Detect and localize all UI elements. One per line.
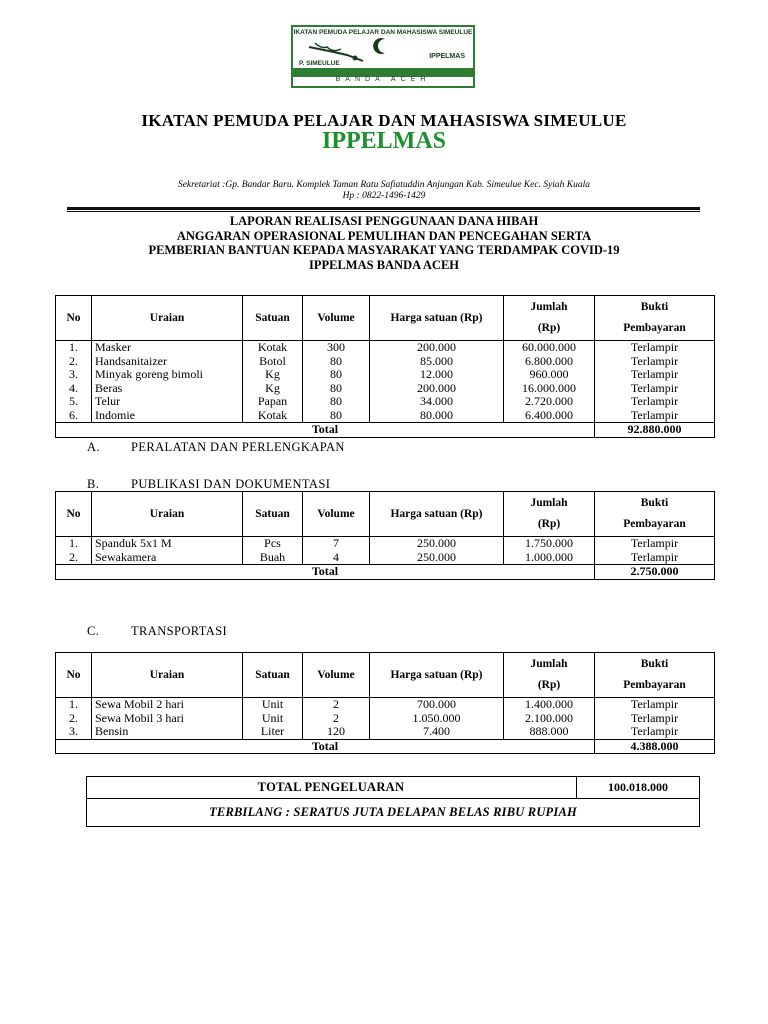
cell-bukti: Terlampir bbox=[595, 368, 715, 382]
cell-jumlah: 888.000 bbox=[504, 725, 595, 739]
cell-satuan: Pcs bbox=[243, 537, 303, 551]
header-jumlah-line2: (Rp) bbox=[537, 679, 561, 691]
cell-satuan: Liter bbox=[243, 725, 303, 739]
cell-bukti: Terlampir bbox=[595, 382, 715, 396]
total-label: Total bbox=[56, 739, 595, 754]
total-expenditure-label: TOTAL PENGELUARAN bbox=[257, 780, 405, 794]
cell-harga: 1.050.000 bbox=[370, 712, 504, 726]
header-jumlah bbox=[504, 296, 595, 341]
cell-uraian: Spanduk 5x1 M bbox=[92, 537, 243, 551]
cell-harga: 12.000 bbox=[370, 368, 504, 382]
cell-jumlah: 1.400.000 bbox=[504, 698, 595, 712]
secretariat-address: Sekretariat :Gp. Bandar Baru. Komplek Taman Ratu Safiatuddin Anjungan Kab. Simeulue Kec. Syiah Kuala bbox=[177, 180, 591, 190]
header-bukti bbox=[595, 296, 715, 341]
header-jumlah-line1: Jumlah bbox=[530, 301, 568, 313]
header-satuan: Satuan bbox=[243, 653, 303, 698]
header-jumlah-line1: Jumlah bbox=[530, 497, 568, 509]
cell-satuan: Kg bbox=[243, 368, 303, 382]
expense-table-transportasi bbox=[55, 652, 715, 754]
cell-harga: 250.000 bbox=[370, 551, 504, 565]
organization-name: IKATAN PEMUDA PELAJAR DAN MAHASISWA SIMEULUE bbox=[141, 111, 627, 130]
cell-uraian: Masker bbox=[92, 341, 243, 355]
cell-volume: 80 bbox=[303, 355, 370, 369]
report-title-line: PEMBERIAN BANTUAN KEPADA MASYARAKAT YANG TERDAMPAK COVID-19 bbox=[148, 243, 620, 258]
header-no: No bbox=[56, 653, 92, 698]
cell-no: 2. bbox=[56, 712, 92, 726]
cell-no: 2. bbox=[56, 355, 92, 369]
cell-bukti: Terlampir bbox=[595, 712, 715, 726]
table-row bbox=[56, 725, 715, 739]
section-c-title: TRANSPORTASI bbox=[131, 624, 228, 638]
total-row bbox=[56, 565, 715, 580]
cell-satuan: Kotak bbox=[243, 409, 303, 423]
logo-right-label: IPPELMAS bbox=[429, 53, 465, 60]
report-title-line: LAPORAN REALISASI PENGGUNAAN DANA HIBAH bbox=[229, 214, 539, 228]
cell-harga: 80.000 bbox=[370, 409, 504, 423]
header-volume: Volume bbox=[303, 492, 370, 537]
table-row bbox=[56, 341, 715, 355]
cell-jumlah: 1.750.000 bbox=[504, 537, 595, 551]
cell-harga: 700.000 bbox=[370, 698, 504, 712]
cell-bukti: Terlampir bbox=[595, 551, 715, 565]
total-label: Total bbox=[56, 423, 595, 438]
cell-no: 1. bbox=[56, 537, 92, 551]
cell-bukti: Terlampir bbox=[595, 698, 715, 712]
cell-uraian: Beras bbox=[92, 382, 243, 396]
total-row bbox=[56, 423, 715, 438]
cell-volume: 80 bbox=[303, 395, 370, 409]
total-expenditure-row bbox=[87, 777, 699, 799]
table-row bbox=[56, 382, 715, 396]
header-jumlah bbox=[504, 492, 595, 537]
table-row bbox=[56, 355, 715, 369]
expense-table-publikasi bbox=[55, 491, 715, 580]
organization-acronym: IPPELMAS bbox=[321, 128, 446, 154]
cell-no: 1. bbox=[56, 698, 92, 712]
logo-left-label: P. SIMEULUE bbox=[299, 60, 340, 67]
header-divider bbox=[67, 207, 700, 210]
table-row bbox=[56, 368, 715, 382]
header-no: No bbox=[56, 492, 92, 537]
cell-no: 1. bbox=[56, 341, 92, 355]
cell-jumlah: 1.000.000 bbox=[504, 551, 595, 565]
section-a-title: PERALATAN DAN PERLENGKAPAN bbox=[131, 440, 345, 454]
section-c-heading bbox=[87, 624, 487, 640]
total-label: Total bbox=[56, 565, 595, 580]
header-bukti-line1: Bukti bbox=[640, 301, 669, 313]
total-expenditure-box bbox=[86, 776, 700, 827]
cell-jumlah: 2.100.000 bbox=[504, 712, 595, 726]
header-satuan: Satuan bbox=[243, 296, 303, 341]
report-title-line: ANGGARAN OPERASIONAL PEMULIHAN DAN PENCEGAHAN SERTA bbox=[176, 228, 592, 243]
cell-volume: 80 bbox=[303, 368, 370, 382]
cell-harga: 250.000 bbox=[370, 537, 504, 551]
organization-logo bbox=[291, 25, 475, 88]
logo-top-text: IKATAN PEMUDA PELAJAR DAN MAHASISWA SIMEULUE bbox=[293, 29, 473, 36]
cell-no: 4. bbox=[56, 382, 92, 396]
cell-jumlah: 960.000 bbox=[504, 368, 595, 382]
cell-harga: 200.000 bbox=[370, 341, 504, 355]
cell-volume: 4 bbox=[303, 551, 370, 565]
header-bukti-line2: Pembayaran bbox=[623, 679, 686, 691]
section-a-letter: A. bbox=[87, 440, 100, 454]
cell-jumlah: 6.400.000 bbox=[504, 409, 595, 423]
cell-volume: 120 bbox=[303, 725, 370, 739]
cell-volume: 2 bbox=[303, 712, 370, 726]
total-in-words: TERBILANG : SERATUS JUTA DELAPAN BELAS RIBU RUPIAH bbox=[209, 805, 577, 819]
header-uraian: Uraian bbox=[92, 296, 243, 341]
cell-harga: 34.000 bbox=[370, 395, 504, 409]
cell-volume: 2 bbox=[303, 698, 370, 712]
cell-jumlah: 6.800.000 bbox=[504, 355, 595, 369]
cell-uraian: Bensin bbox=[92, 725, 243, 739]
section-b-title: PUBLIKASI DAN DOKUMENTASI bbox=[131, 477, 331, 491]
cell-volume: 300 bbox=[303, 341, 370, 355]
cell-no: 3. bbox=[56, 725, 92, 739]
crescent-icon bbox=[371, 37, 393, 55]
cell-bukti: Terlampir bbox=[595, 725, 715, 739]
header-bukti bbox=[595, 492, 715, 537]
header-bukti-line2: Pembayaran bbox=[623, 322, 686, 334]
header-bukti-line2: Pembayaran bbox=[623, 518, 686, 530]
phone-number: Hp : 0822-1496-1429 bbox=[342, 191, 426, 201]
cell-satuan: Papan bbox=[243, 395, 303, 409]
cell-uraian: Handsanitaizer bbox=[92, 355, 243, 369]
table-row bbox=[56, 409, 715, 423]
table-row bbox=[56, 537, 715, 551]
cell-satuan: Botol bbox=[243, 355, 303, 369]
cell-uraian: Telur bbox=[92, 395, 243, 409]
cell-volume: 80 bbox=[303, 409, 370, 423]
header-bukti bbox=[595, 653, 715, 698]
section-c-letter: C. bbox=[87, 624, 100, 638]
section-a-heading bbox=[87, 440, 487, 456]
header-satuan: Satuan bbox=[243, 492, 303, 537]
cell-jumlah: 2.720.000 bbox=[504, 395, 595, 409]
cell-bukti: Terlampir bbox=[595, 395, 715, 409]
cell-bukti: Terlampir bbox=[595, 341, 715, 355]
table-row bbox=[56, 395, 715, 409]
cell-uraian: Sewakamera bbox=[92, 551, 243, 565]
header-divider-thin bbox=[67, 211, 700, 212]
header-jumlah-line1: Jumlah bbox=[530, 658, 568, 670]
cell-bukti: Terlampir bbox=[595, 355, 715, 369]
header-no: No bbox=[56, 296, 92, 341]
cell-jumlah: 16.000.000 bbox=[504, 382, 595, 396]
logo-bottom-text: BANDA ACEH bbox=[335, 76, 431, 83]
cell-bukti: Terlampir bbox=[595, 409, 715, 423]
header-uraian: Uraian bbox=[92, 653, 243, 698]
cell-jumlah: 60.000.000 bbox=[504, 341, 595, 355]
cell-satuan: Buah bbox=[243, 551, 303, 565]
total-value: 92.880.000 bbox=[595, 423, 715, 438]
total-row bbox=[56, 739, 715, 754]
cell-no: 3. bbox=[56, 368, 92, 382]
header-bukti-line1: Bukti bbox=[640, 497, 669, 509]
section-b-letter: B. bbox=[87, 477, 100, 491]
cell-satuan: Unit bbox=[243, 712, 303, 726]
report-title-line: IPPELMAS BANDA ACEH bbox=[308, 257, 460, 272]
cell-volume: 80 bbox=[303, 382, 370, 396]
expense-table-main bbox=[55, 295, 715, 438]
header-bukti-line1: Bukti bbox=[640, 658, 669, 670]
total-expenditure-value: 100.018.000 bbox=[608, 780, 668, 794]
cell-satuan: Kg bbox=[243, 382, 303, 396]
cell-harga: 200.000 bbox=[370, 382, 504, 396]
table-row bbox=[56, 698, 715, 712]
report-title bbox=[0, 214, 768, 272]
header-jumlah-line2: (Rp) bbox=[537, 322, 561, 334]
cell-satuan: Unit bbox=[243, 698, 303, 712]
cell-uraian: Minyak goreng bimoli bbox=[92, 368, 243, 382]
header-jumlah-line2: (Rp) bbox=[537, 518, 561, 530]
cell-no: 5. bbox=[56, 395, 92, 409]
cell-uraian: Indomie bbox=[92, 409, 243, 423]
cell-harga: 7.400 bbox=[370, 725, 504, 739]
cell-satuan: Kotak bbox=[243, 341, 303, 355]
cell-uraian: Sewa Mobil 3 hari bbox=[92, 712, 243, 726]
cell-bukti: Terlampir bbox=[595, 537, 715, 551]
header-jumlah bbox=[504, 653, 595, 698]
header-volume: Volume bbox=[303, 296, 370, 341]
header-volume: Volume bbox=[303, 653, 370, 698]
cell-volume: 7 bbox=[303, 537, 370, 551]
header-harga: Harga satuan (Rp) bbox=[370, 492, 504, 537]
header-uraian: Uraian bbox=[92, 492, 243, 537]
table-row bbox=[56, 712, 715, 726]
total-value: 4.388.000 bbox=[595, 739, 715, 754]
total-value: 2.750.000 bbox=[595, 565, 715, 580]
header-harga: Harga satuan (Rp) bbox=[370, 653, 504, 698]
cell-harga: 85.000 bbox=[370, 355, 504, 369]
cell-no: 2. bbox=[56, 551, 92, 565]
cell-no: 6. bbox=[56, 409, 92, 423]
cell-uraian: Sewa Mobil 2 hari bbox=[92, 698, 243, 712]
table-row bbox=[56, 551, 715, 565]
header-harga: Harga satuan (Rp) bbox=[370, 296, 504, 341]
